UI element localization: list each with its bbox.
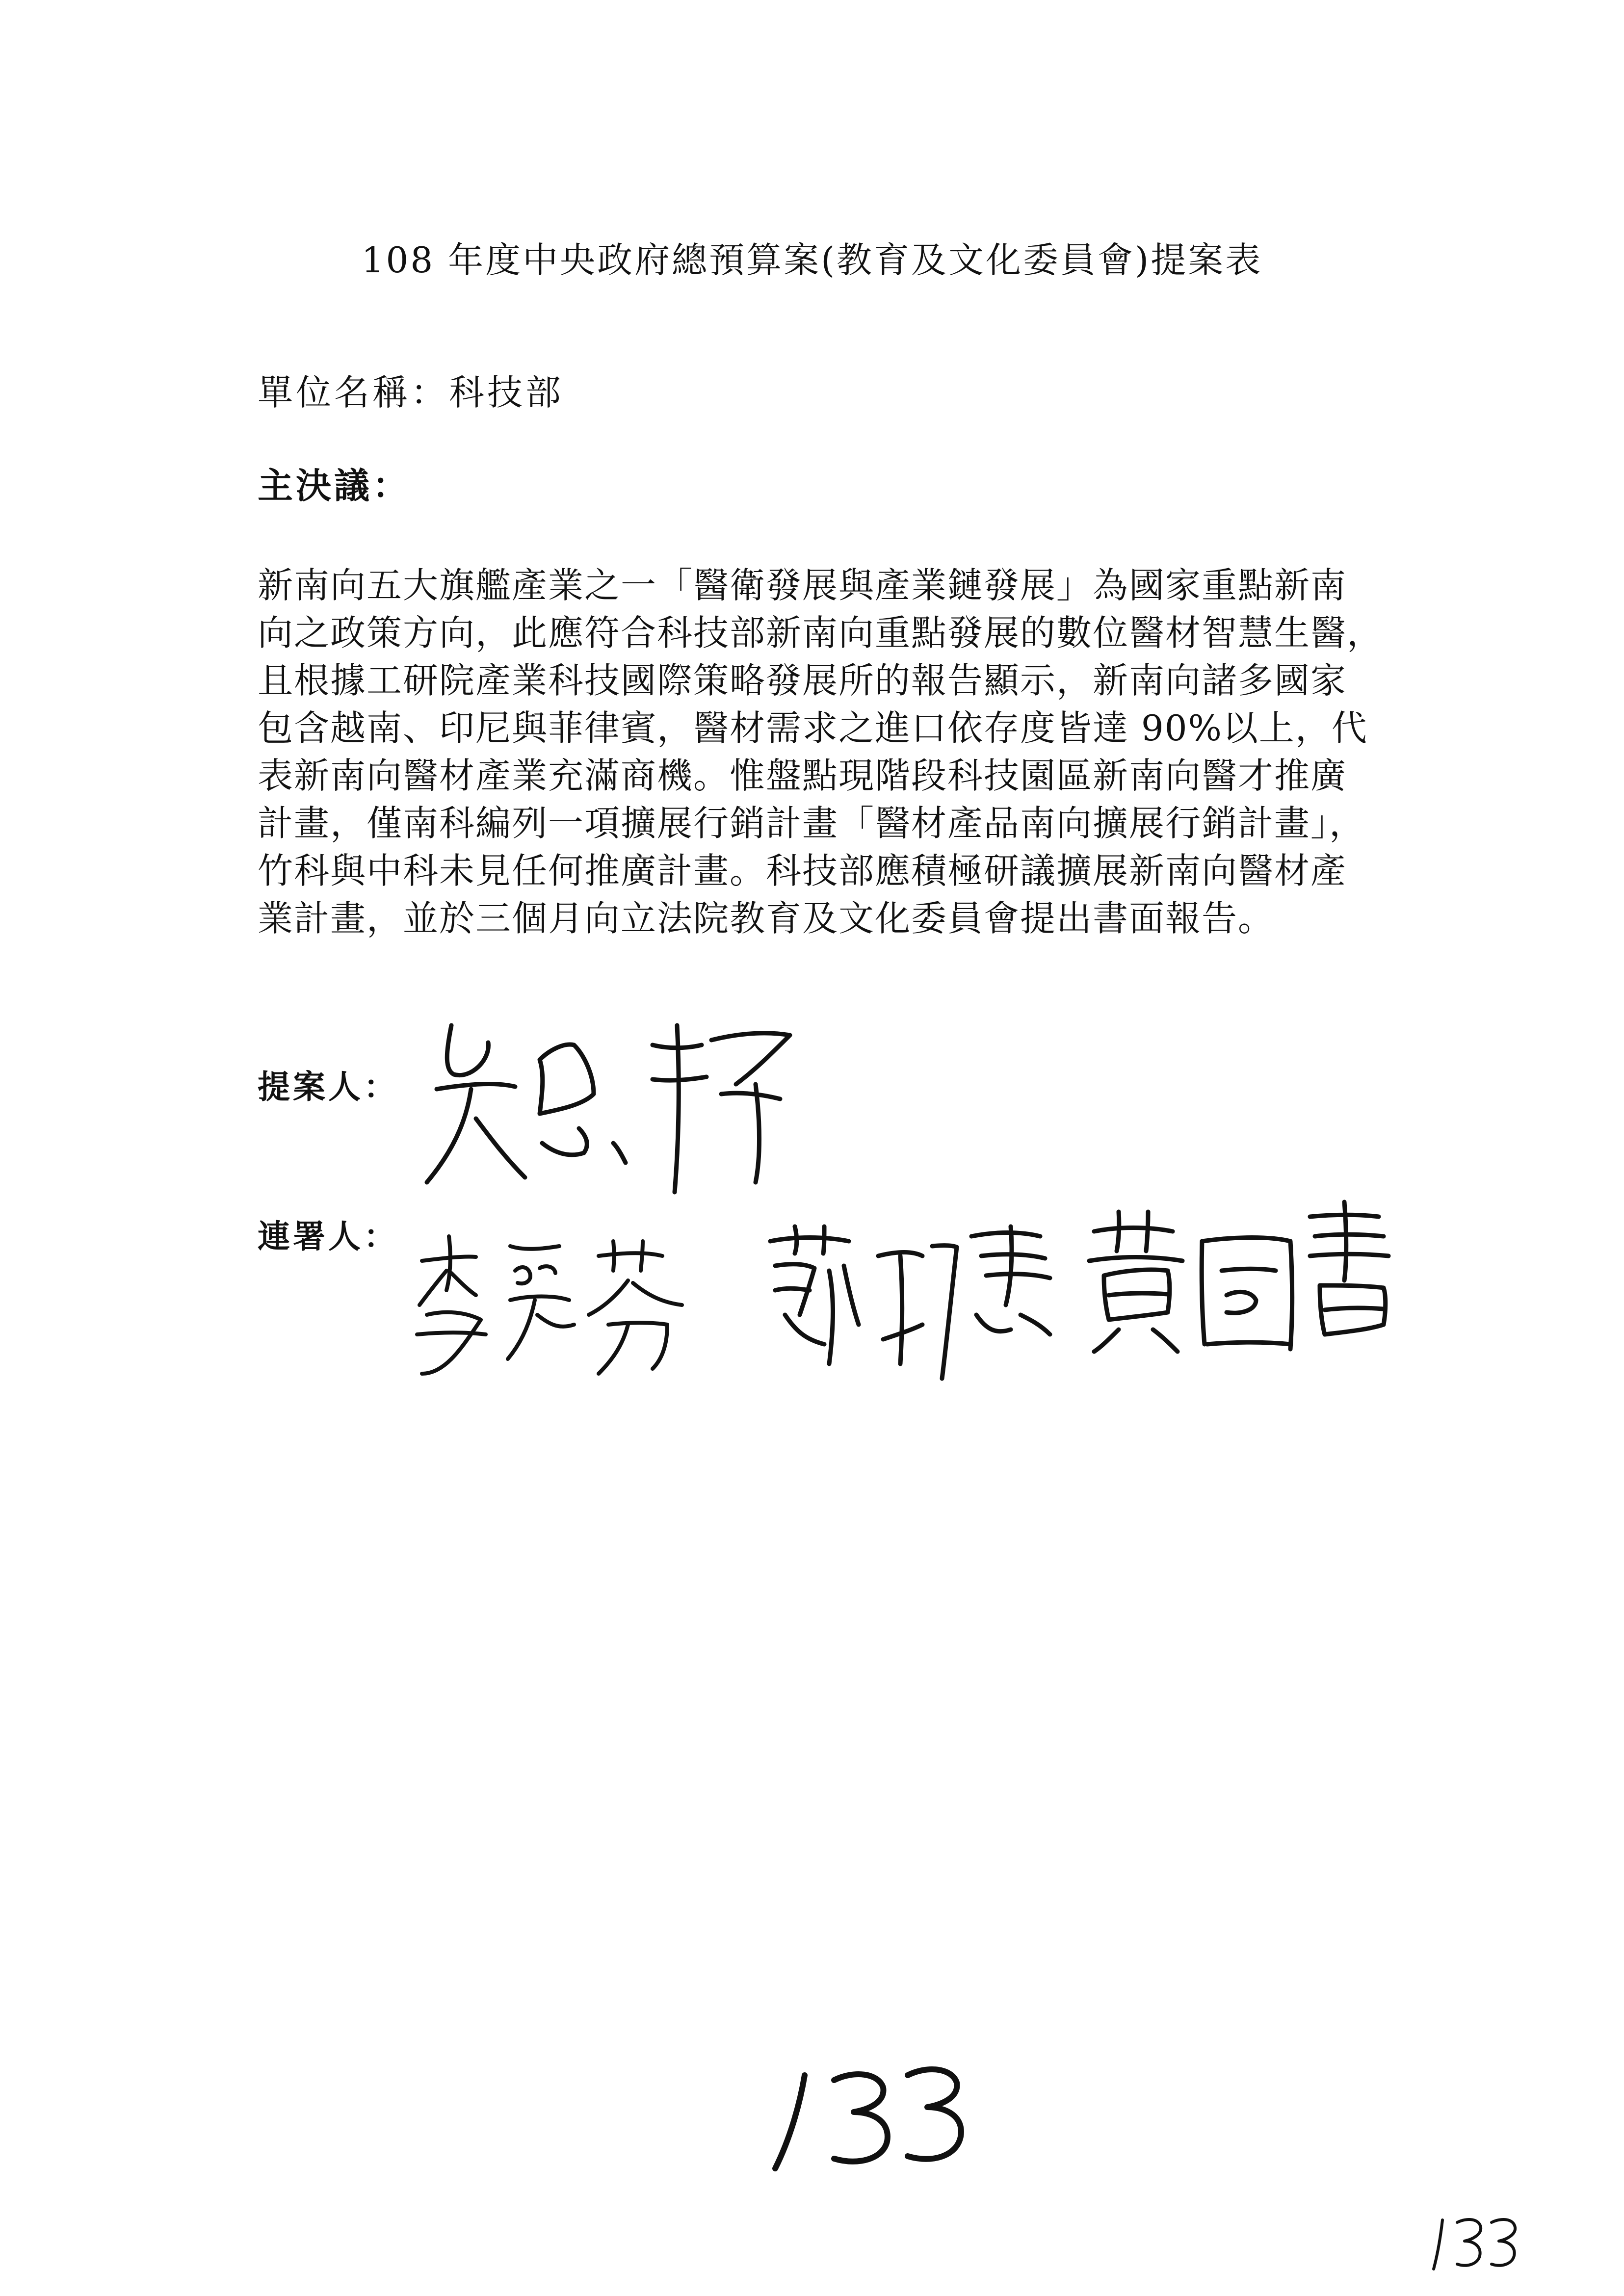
body-line: 竹科與中科未見任何推廣計畫。科技部應積極研議擴展新南向醫材產 bbox=[258, 850, 1347, 891]
body-line: 包含越南、印尼與菲律賓，醫材需求之進口依存度皆達 90%以上，代 bbox=[258, 707, 1368, 749]
body-line: 向之政策方向，此應符合科技部新南向重點發展的數位醫材智慧生醫， bbox=[258, 612, 1384, 653]
body-line: 且根據工研院產業科技國際策略發展所的報告顯示，新南向諸多國家 bbox=[258, 660, 1347, 701]
cosigner-signature-1 bbox=[412, 1226, 707, 1388]
body-line: 新南向五大旗艦產業之一「醫衛發展與產業鏈發展」為國家重點新南 bbox=[258, 565, 1347, 606]
resolution-label: 主決議： bbox=[258, 465, 411, 506]
proposer-signature bbox=[417, 996, 819, 1202]
unit-label: 單位名稱： bbox=[258, 372, 449, 413]
corner-page-number bbox=[1423, 2213, 1521, 2276]
unit-line bbox=[258, 368, 564, 417]
cosigner-signature-2 bbox=[756, 1217, 1060, 1383]
body-line: 計畫，僅南科編列一項擴展行銷計畫「醫材產品南向擴展行銷計畫」， bbox=[258, 803, 1366, 844]
body-line: 表新南向醫材產業充滿商機。惟盤點現階段科技園區新南向醫才推廣 bbox=[258, 755, 1347, 796]
document-title: 108 年度中央政府總預算案(教育及文化委員會)提案表 bbox=[361, 239, 1263, 281]
proposer-label: 提案人： bbox=[258, 1068, 399, 1106]
resolution-body bbox=[258, 562, 1435, 942]
handwritten-page-number bbox=[760, 2061, 986, 2178]
unit-name: 科技部 bbox=[449, 372, 564, 413]
body-line: 業計畫，並於三個月向立法院教育及文化委員會提出書面報告。 bbox=[258, 898, 1275, 939]
cosigner-signature-3 bbox=[1079, 1197, 1393, 1359]
cosigner-label: 連署人： bbox=[258, 1217, 399, 1255]
